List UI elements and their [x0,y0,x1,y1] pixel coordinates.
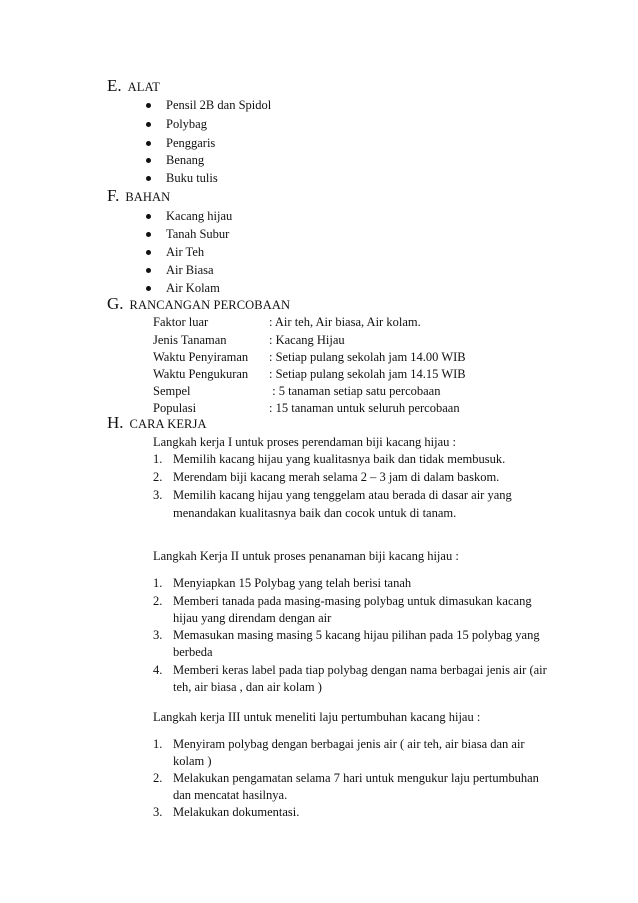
step-item: 2. Melakukan pengamatan selama 7 hari untuk mengukur laju pertumbuhan [153,771,539,785]
step-item-cont: berbeda [173,645,213,659]
design-key: Populasi [153,401,197,415]
list-item: Benang [146,152,204,168]
design-key: Jenis Tanaman [153,333,227,347]
list-item: Tanah Subur [146,226,229,242]
step-item: 1. Memilih kacang hijau yang kualitasnya baik dan tidak membusuk. [153,452,506,466]
section-title: RANCANGAN PERCOBAAN [129,298,291,312]
design-value: : Setiap pulang sekolah jam 14.00 WIB [269,350,466,364]
step-item: 3. Melakukan dokumentasi. [153,805,300,819]
bullet-icon [146,250,151,255]
bullet-icon [146,232,151,237]
design-value: : Setiap pulang sekolah jam 14.15 WIB [269,367,466,381]
list-item: Penggaris [146,135,215,151]
section-e-heading [107,76,160,96]
section-letter: E. [107,76,122,95]
bullet-icon [146,122,151,127]
step-item: 2. Merendam biji kacang merah selama 2 – 3 jam di dalam baskom. [153,470,500,484]
design-key: Waktu Penyiraman [153,350,249,364]
step-item-cont: hijau yang direndam dengan air [173,611,332,625]
step1-intro: Langkah kerja I untuk proses perendaman biji kacang hijau : [153,435,457,449]
section-g-heading [107,294,290,314]
design-row [153,366,466,382]
design-value: : Kacang Hijau [269,333,345,347]
list-item: Polybag [146,116,207,132]
step-item: 3. Memasukan masing masing 5 kacang hijau pilihan pada 15 polybag yang [153,628,540,642]
section-letter: G. [107,294,124,313]
design-key: Sempel [153,384,191,398]
section-h-heading [107,413,207,433]
design-row [153,349,466,365]
bullet-icon [146,268,151,273]
bullet-icon [146,141,151,146]
step-item: 1. Menyiapkan 15 Polybag yang telah berisi tanah [153,576,412,590]
step-item-cont: dan mencatat hasilnya. [173,788,288,802]
bullet-icon [146,286,151,291]
list-item: Air Biasa [146,262,214,278]
section-title: BAHAN [125,190,171,204]
design-row [153,383,440,399]
section-letter: H. [107,413,124,432]
section-f-heading [107,186,170,206]
design-value: : 5 tanaman setiap satu percobaan [269,384,441,398]
bullet-icon [146,103,151,108]
step-item: 3. Memilih kacang hijau yang tenggelam atau berada di dasar air yang [153,488,512,502]
bullet-icon [146,214,151,219]
bullet-icon [146,158,151,163]
list-item: Air Teh [146,244,204,260]
list-item: Buku tulis [146,170,218,186]
design-row [153,332,345,348]
section-letter: F. [107,186,120,205]
step-item-cont: menandakan kualitasnya baik dan cocok untuk di tanam. [173,506,457,520]
step2-intro: Langkah Kerja II untuk proses penanaman biji kacang hijau : [153,549,459,563]
step-item-cont: teh, air biasa , dan air kolam ) [173,680,322,694]
design-key: Faktor luar [153,315,209,329]
section-title: ALAT [127,80,160,94]
list-item: Kacang hijau [146,208,232,224]
step-item: 1. Menyiram polybag dengan berbagai jenis air ( air teh, air biasa dan air [153,737,525,751]
design-key: Waktu Pengukuran [153,367,249,381]
list-item: Pensil 2B dan Spidol [146,97,271,113]
design-value: : Air teh, Air biasa, Air kolam. [269,315,421,329]
step3-intro: Langkah kerja III untuk meneliti laju pertumbuhan kacang hijau : [153,710,481,724]
step-item: 2. Memberi tanada pada masing-masing polybag untuk dimasukan kacang [153,594,532,608]
step-item: 4. Memberi keras label pada tiap polybag dengan nama berbagai jenis air (air [153,663,547,677]
list-item: Air Kolam [146,280,220,296]
design-value: : 15 tanaman untuk seluruh percobaan [269,401,460,415]
design-row [153,314,421,330]
section-title: CARA KERJA [129,417,207,431]
step-item-cont: kolam ) [173,754,212,768]
bullet-icon [146,176,151,181]
